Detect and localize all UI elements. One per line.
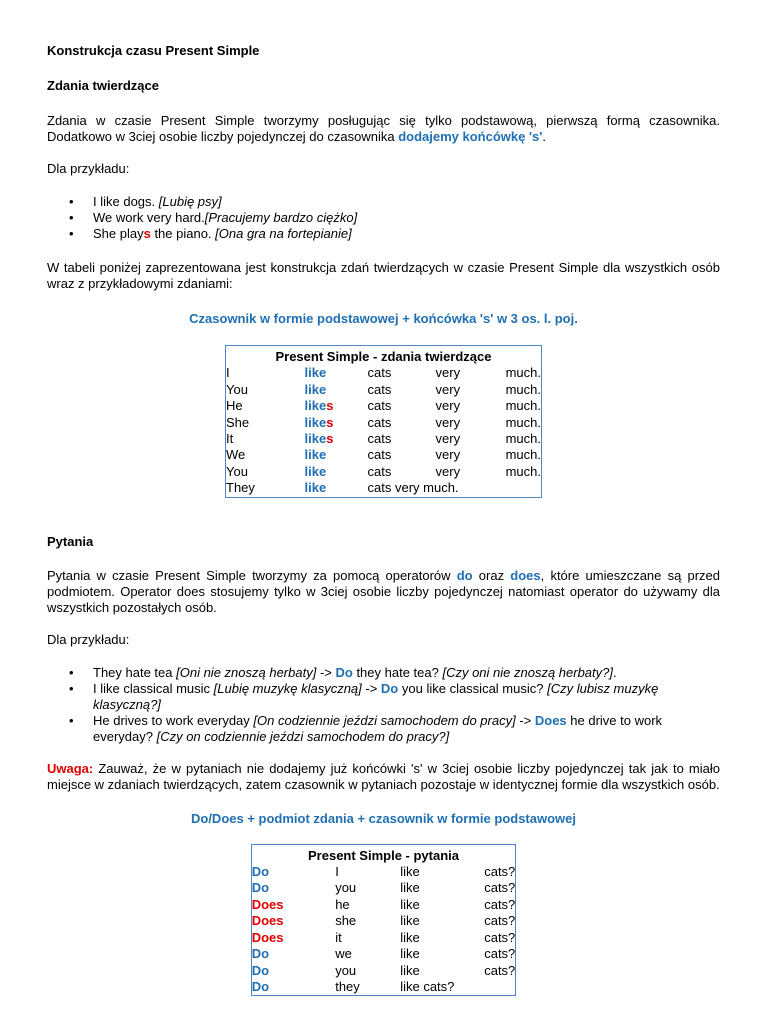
cell-subject: We bbox=[226, 447, 246, 463]
cell-subject: You bbox=[226, 463, 248, 479]
arrow-text: -> bbox=[361, 680, 381, 696]
cell-object: cats bbox=[367, 447, 392, 463]
cell-adverb: much. bbox=[505, 431, 541, 447]
paragraph-affirmative-intro bbox=[47, 113, 720, 145]
cell-verb: like bbox=[400, 913, 420, 929]
table-row bbox=[226, 447, 542, 463]
list-item bbox=[93, 210, 720, 226]
cell-object: cats? bbox=[484, 946, 516, 962]
examples-intro: Dla przykładu: bbox=[47, 631, 130, 647]
operator-does: Does bbox=[534, 712, 567, 728]
text-run: , które umieszczane są przed podmiotem. Operator does stosujemy tylko w 3ciej osobie liczby pojedynczej natomiast operator do używamy dla wszystkich pozostałych osób. bbox=[47, 567, 721, 615]
note-text: Zauważ, że w pytaniach nie dodajemy już końcówki 's' w 3ciej osobie liczby pojedynczej tak jak to miało miejsce w zdaniach twierdzących, zatem czasownik w pytaniach pozostaje w identycznej formie dla wszystkich osób. bbox=[47, 760, 720, 792]
cell-adverb: much. bbox=[505, 398, 541, 414]
example-question: he drive to work everyday? bbox=[93, 712, 663, 744]
example-text: I like dogs. bbox=[93, 194, 159, 209]
table-row bbox=[251, 930, 516, 946]
verb: like bbox=[304, 381, 327, 397]
example-translation: [Lubię psy] bbox=[158, 194, 222, 209]
verb: like bbox=[304, 414, 327, 430]
cell-adverb: much. bbox=[505, 365, 541, 381]
text-run: . bbox=[542, 129, 546, 144]
note-paragraph bbox=[47, 761, 720, 793]
cell-adverb: much. bbox=[505, 381, 541, 397]
table-row bbox=[226, 382, 542, 398]
cell-object: cats bbox=[367, 431, 392, 447]
cell-adverb: very bbox=[435, 447, 461, 463]
suffix-s: s bbox=[326, 414, 334, 430]
table-affirmative bbox=[225, 345, 542, 498]
suffix-s: s bbox=[143, 226, 151, 241]
cell-adverb: much. bbox=[505, 414, 541, 430]
text-run: Zdania w czasie Present Simple tworzymy posługując się tylko podstawową, pierwszą formą czasownika. Dodatkowo w 3ciej osobie liczby pojedynczej do czasownika bbox=[47, 113, 720, 144]
cell-verb bbox=[305, 415, 368, 431]
cell-object: cats bbox=[367, 414, 392, 430]
cell-adverb: much. bbox=[505, 463, 541, 479]
cell-subject: He bbox=[226, 398, 243, 414]
text-run: oraz bbox=[472, 567, 511, 583]
cell-adverb: very bbox=[435, 381, 461, 397]
affirmative-examples-list bbox=[47, 194, 720, 242]
example-translation: [Ona gra na fortepianie] bbox=[215, 226, 352, 241]
cell-subject: She bbox=[226, 414, 250, 430]
cell-verb: like bbox=[400, 896, 420, 912]
table-questions bbox=[251, 844, 517, 997]
text-run: Pytania w czasie Present Simple tworzymy za pomocą operatorów bbox=[47, 567, 457, 583]
table-row bbox=[226, 415, 542, 431]
list-item bbox=[93, 665, 720, 681]
cell-verb bbox=[305, 480, 368, 497]
cell-operator: Do bbox=[251, 978, 270, 994]
example-translation: [Czy on codziennie jeździ samochodem do pracy?] bbox=[156, 728, 450, 744]
table-row bbox=[226, 365, 542, 381]
cell-subject: you bbox=[335, 962, 357, 978]
cell-object: cats? bbox=[484, 896, 516, 912]
cell-verb: like bbox=[400, 880, 420, 896]
arrow-text: -> bbox=[316, 664, 336, 680]
table-title: Present Simple - pytania bbox=[308, 847, 459, 863]
table-row bbox=[226, 464, 542, 480]
text-run: . bbox=[613, 664, 617, 680]
suffix-s: s bbox=[326, 431, 334, 447]
cell-operator: Do bbox=[251, 864, 270, 880]
table-row bbox=[251, 963, 516, 979]
table-row bbox=[226, 431, 542, 447]
suffix-s: s bbox=[326, 398, 334, 414]
cell-adverb: very bbox=[435, 365, 461, 381]
cell-verb bbox=[305, 398, 368, 414]
list-item bbox=[93, 681, 720, 713]
example-question: you like classical music? bbox=[398, 680, 548, 696]
examples-intro: Dla przykładu: bbox=[47, 161, 130, 176]
cell-subject: They bbox=[226, 480, 255, 496]
cell-subject: she bbox=[335, 913, 357, 929]
cell-object: cats bbox=[367, 398, 392, 414]
example-text: We work very hard. bbox=[93, 210, 205, 225]
cell-verb: like cats? bbox=[400, 978, 455, 994]
example-text: He drives to work everyday bbox=[93, 712, 254, 728]
example-text: They hate tea bbox=[93, 664, 177, 680]
example-translation: [Pracujemy bardzo ciężko] bbox=[204, 210, 358, 225]
table-row bbox=[251, 946, 516, 962]
document-heading: Konstrukcja czasu Present Simple bbox=[47, 43, 260, 58]
table-row bbox=[226, 480, 542, 497]
cell-operator: Do bbox=[251, 880, 270, 896]
cell-object: cats? bbox=[484, 880, 516, 896]
cell-object: cats bbox=[367, 365, 392, 381]
cell-subject: you bbox=[335, 880, 357, 896]
example-translation: [Lubię muzykę klasyczną] bbox=[213, 680, 362, 696]
operator-do: do bbox=[456, 567, 473, 583]
question-examples-list bbox=[47, 665, 720, 745]
cell-object: cats? bbox=[484, 962, 516, 978]
example-translation: [Oni nie znoszą herbaty] bbox=[176, 664, 317, 680]
table-row bbox=[251, 979, 516, 996]
formula-questions: Do/Does + podmiot zdania + czasownik w formie podstawowej bbox=[190, 810, 576, 826]
formula-affirmative: Czasownik w formie podstawowej + końcówka 's' w 3 os. l. poj. bbox=[189, 311, 578, 326]
cell-subject: You bbox=[226, 381, 248, 397]
arrow-text: -> bbox=[515, 712, 535, 728]
document-page bbox=[47, 43, 720, 996]
cell-subject: we bbox=[335, 946, 352, 962]
paragraph-questions-intro bbox=[47, 568, 720, 616]
cell-rest: cats very much. bbox=[367, 480, 459, 496]
cell-subject: I bbox=[335, 864, 339, 880]
cell-adverb: very bbox=[435, 414, 461, 430]
cell-adverb: very bbox=[435, 431, 461, 447]
cell-subject: it bbox=[335, 929, 342, 945]
table-row bbox=[251, 880, 516, 896]
cell-object: cats bbox=[367, 381, 392, 397]
verb: like bbox=[304, 463, 327, 479]
list-item bbox=[93, 226, 720, 242]
example-translation: [On codziennie jeździ samochodem do pracy] bbox=[253, 712, 516, 728]
cell-object: cats? bbox=[484, 913, 516, 929]
verb: like bbox=[304, 398, 327, 414]
cell-operator: Does bbox=[251, 913, 284, 929]
table-row bbox=[251, 913, 516, 929]
operator-does: does bbox=[510, 567, 541, 583]
cell-subject: they bbox=[335, 978, 360, 994]
cell-object: cats? bbox=[484, 929, 516, 945]
list-item bbox=[93, 713, 720, 745]
cell-verb: like bbox=[400, 929, 420, 945]
example-text: I like classical music bbox=[93, 680, 214, 696]
cell-subject: It bbox=[226, 431, 234, 447]
cell-verb bbox=[305, 382, 368, 398]
paragraph-table-intro: W tabeli poniżej zaprezentowana jest konstrukcja zdań twierdzących w czasie Present Simple dla wszystkich osób wraz z przykładowymi zdaniami: bbox=[47, 260, 720, 291]
section-title-questions: Pytania bbox=[47, 533, 94, 549]
table-title: Present Simple - zdania twierdzące bbox=[275, 349, 492, 364]
cell-subject: he bbox=[335, 896, 350, 912]
cell-verb bbox=[305, 447, 368, 463]
cell-verb: like bbox=[400, 946, 420, 962]
operator-do: Do bbox=[335, 664, 353, 680]
table-row bbox=[251, 897, 516, 913]
example-question: they hate tea? bbox=[352, 664, 443, 680]
cell-verb bbox=[305, 431, 368, 447]
example-text: the piano. bbox=[150, 226, 216, 241]
cell-operator: Do bbox=[251, 946, 270, 962]
example-translation: [Czy oni nie znoszą herbaty?] bbox=[442, 664, 613, 680]
cell-subject: I bbox=[226, 365, 230, 381]
cell-verb: like bbox=[400, 962, 420, 978]
table-row bbox=[251, 864, 516, 880]
cell-verb bbox=[305, 464, 368, 480]
cell-object: cats bbox=[367, 463, 392, 479]
verb: like bbox=[304, 431, 327, 447]
highlight-suffix-rule: dodajemy końcówkę 's' bbox=[398, 129, 543, 144]
verb: like bbox=[304, 480, 327, 496]
cell-operator: Does bbox=[251, 896, 284, 912]
cell-adverb: very bbox=[435, 398, 461, 414]
cell-operator: Do bbox=[251, 962, 270, 978]
cell-object: cats? bbox=[484, 864, 516, 880]
cell-verb: like bbox=[400, 864, 420, 880]
cell-verb bbox=[305, 365, 368, 381]
operator-do: Do bbox=[380, 680, 399, 696]
cell-operator: Does bbox=[251, 929, 284, 945]
verb: like bbox=[304, 365, 327, 381]
cell-adverb: very bbox=[435, 463, 461, 479]
table-row bbox=[226, 398, 542, 414]
example-translation: [Czy lubisz muzykę klasyczną?] bbox=[93, 680, 659, 712]
verb: like bbox=[304, 447, 327, 463]
note-label: Uwaga: bbox=[47, 760, 94, 776]
list-item bbox=[93, 194, 720, 210]
example-text: She play bbox=[93, 226, 144, 241]
section-title-affirmative: Zdania twierdzące bbox=[47, 78, 159, 93]
cell-adverb: much. bbox=[505, 447, 541, 463]
